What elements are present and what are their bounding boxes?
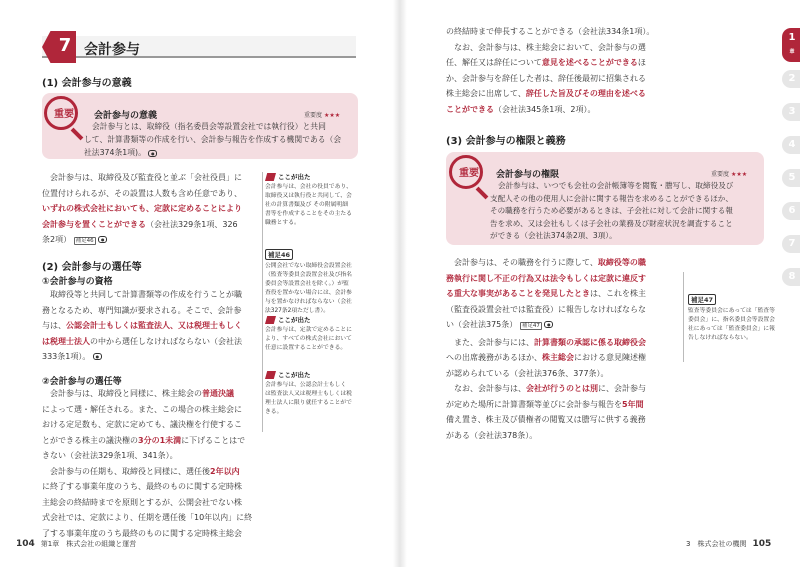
note-appeared-1: ここが出た 会計参与は、会社の役員であり、 取締役又は執行役と共同して、会 社の計算書類及び その附属明細 書等を作成することをその主たる 職務とする。 [265, 172, 365, 228]
right-page [400, 0, 800, 567]
paragraph-qualification: 取締役等と共同して計算書類等の作成を行うことが職 務となるため、専門知識が要求される。そこで、会計参 与は、公認会計士もしくは監査法人、又は税理士もしく は税理士法人の中から選任しなければならない（会社法 333条1項）。 ● [42, 290, 242, 361]
heading-election: (2) 会計参与の選任等 [42, 262, 142, 273]
note-appeared-1-line: 取締役又は執行役と共同して、会 [265, 193, 352, 199]
paragraph-duties: 会計参与は、その職務を行うに際して、取締役等の職 務執行に関し不正の行為又は法令もしくは定款に違反す る重大な事実があることを発見したときは、これを株主 （監査役設置会社では監査役）に報告しなければならな い（会社法375条） 補足47 ● また、会計参与には、計算書類の承認に係る取締役会 への出席義務があるほか、株主総会における意見陳述権 が認められている（会社法376条、377条）。 なお、会計参与は、会社が行うのとは別に、会計参与 が定めた場所に計算書類等並びに会計参与報告を5年間 備え置き、株主及び債権者の閲覧又は謄写に供する義務 がある（会社法378条）。 [446, 258, 646, 440]
note-supplement-46-line: 法327条2項ただし書）。 [265, 308, 330, 314]
dice-icon: ● [544, 321, 553, 328]
page-number-right: 105 [752, 539, 772, 549]
note-appeared-2-line: より、すべての株式会社において [265, 336, 352, 342]
dice-icon: ● [148, 150, 157, 157]
dice-icon: ● [93, 353, 102, 360]
note-supplement-46-line: 査役を置かない場合には、会計参 [265, 290, 352, 296]
importance-level: 重要度 ★★★ [304, 112, 341, 119]
heading-qualification: ①会計参与の資格 [42, 277, 113, 287]
chapter-tab-4[interactable]: 4 [782, 136, 800, 154]
section-footer-title: 3 株式会社の機関 [686, 540, 747, 548]
chapter-tab-5[interactable]: 5 [782, 169, 800, 187]
note-supplement-47-line: 委員会」に、指名委員会等設置会 [688, 317, 775, 323]
importance-level: 重要度 ★★★ [711, 171, 748, 178]
importance-stars: ★★★ [323, 112, 341, 119]
note-appeared-3-line: 理士法人に限り就任することがで [265, 400, 352, 406]
important-badge: 重要 [459, 168, 479, 179]
side-divider-right [683, 272, 684, 362]
chapter-tab-2[interactable]: 2 [782, 70, 800, 88]
note-appeared-2-line: 任意に設置することができる。 [265, 345, 347, 351]
note-appeared-1-line: 社の計算書類及び その附属明細 [265, 202, 348, 208]
note-appeared-1-line: 会計参与は、会社の役員であり、 [265, 184, 352, 190]
note-appeared-1-line: 書等を作成することをその主たる [265, 211, 352, 217]
section-title: 会計参与 [84, 42, 140, 58]
note-appeared-3-line: は監査法人又は税理士もしくは税 [265, 391, 352, 397]
note-supplement-46-line: 公開会社でない取締役会設置会社 [265, 263, 352, 269]
importance-stars: ★★★ [730, 171, 748, 178]
important-body-meaning: 会計参与とは、取締役（指名委員会等設置会社では執行役）と共同 して、計算書類等の作成を行い、会計参与報告を作成する機関である（会 社法374条1項)。 ● [84, 122, 342, 157]
paragraph-term-continued: の終結時まで伸長することができる（会社法334条1項）。 なお、会計参与は、株主総会において、会計参与の選 任、解任又は辞任について意見を述べることができるほ か、会計参与を辞任した者は、辞任後最初に招集される 株主総会に出席して、辞任した旨及びその理由を述べる ことができる（会社法345条1項、2項）。 [446, 27, 655, 114]
page-number-left: 104 [16, 539, 35, 549]
appeared-icon [265, 316, 276, 324]
chapter-title: 第1章 株式会社の組織と運営 [40, 540, 137, 548]
ref-supplement-47: 補足47 [521, 323, 540, 329]
important-badge: 重要 [54, 109, 74, 120]
chapter-tab-7[interactable]: 7 [782, 235, 800, 253]
appeared-icon [265, 371, 276, 379]
note-supplement-47: 補足47 監査等委員会にあっては「監査等 委員会」に、指名委員会等設置会 社にあっては「監査委員会」に報 告しなければならない。 [688, 296, 775, 341]
note-appeared-3-line: 会計参与は、公認会計士もしく [265, 382, 347, 388]
chapter-tab-1[interactable]: 1 章 [782, 28, 800, 62]
important-title: 会計参与の意義 [94, 111, 158, 121]
ref-supplement-46: 補足46 [75, 238, 94, 244]
dice-icon: ● [98, 236, 107, 243]
note-supplement-46-line: 与を置かなければならない（会社 [265, 299, 352, 305]
chapter-tab-8[interactable]: 8 [782, 268, 800, 286]
paragraph-election: 会計参与は、取締役と同様に、株主総会の普通決議 によって選・解任される。また、この場合の株主総会に おける定足数も、定款に定めても、議決権を行使するこ とができる株主の議決権の3分の1未満に下げることはで きない（会社法329条1項、341条）。 会計参与の任期も、取締役と同様に、選任後2年以内 に終了する事業年度のうち、最終のものに関する定時株 主総会の終結時までを原則とするが、公開会社でない株 式会社では、定款により、任期を選任後「10年以内」に終 了する事業年度のうち最終のものに関する定時株主総会 [42, 389, 253, 538]
important-title: 会計参与の権限 [496, 170, 560, 180]
note-appeared-2: ここが出た 会計参与は、定款で定めることに より、すべての株式会社において 任意に設置することができる。 [265, 315, 365, 353]
note-supplement-46-line: （監査等委員会設置会社及び指名 [265, 272, 352, 278]
heading-meaning: (1) 会計参与の意義 [42, 78, 132, 89]
heading-election-2: ②会計参与の選任等 [42, 377, 122, 387]
note-supplement-47-line: 告しなければならない。 [688, 335, 752, 341]
paragraph-meaning: 会計参与は、取締役及び監査役と並ぶ「会社役員」に 位置付けられるが、その設置は人数も含め任意であり、 いずれの株式会社においても、定款に定めることにより 会計参与を置くことができる（会社法329条1項、326 条2項） 補足46 ● [42, 173, 242, 244]
footer-right [686, 539, 771, 549]
heading-authority: (3) 会計参与の権限と義務 [446, 136, 566, 147]
note-supplement-46: 補足46 公開会社でない取締役会設置会社 （監査等委員会設置会社及び指名 委員会等設置会社を除く。）が監 査役を置かない場合には、会計参 与を置かなければならない（会社 法327条2項ただし書）。 [265, 242, 365, 316]
note-appeared-2-line: 会計参与は、定款で定めることに [265, 327, 352, 333]
note-appeared-3: ここが出た 会計参与は、公認会計士もしく は監査法人又は税理士もしくは税 理士法人に限り就任することがで きる。 [265, 370, 365, 417]
section-number: 7 [58, 35, 72, 56]
note-supplement-46-line: 委員会等設置会社を除く。）が監 [265, 281, 349, 287]
side-notes [265, 172, 365, 432]
chapter-tab-3[interactable]: 3 [782, 103, 800, 121]
note-supplement-47-line: 監査等委員会にあっては「監査等 [688, 308, 775, 314]
section-header [42, 31, 356, 63]
note-supplement-47-line: 社にあっては「監査委員会」に報 [688, 326, 775, 332]
note-appeared-3-line: きる。 [265, 409, 283, 415]
note-appeared-1-line: 職務とする。 [265, 220, 300, 226]
chapter-tab-6[interactable]: 6 [782, 202, 800, 220]
important-body-authority: 会計参与は、いつでも会社の会計帳簿等を閲覧・謄写し、取締役及び 支配人その他の使用人に会計に関する報告を求めることができるほか、 その職務を行うため必要があるときは、子会社に対して会計に関する報 告を求め、又は会社もしくは子会社の業務及び財産状況を調査すること ができる（会社法374条2項、3項）。 [490, 181, 734, 240]
side-divider [262, 172, 263, 432]
footer-left [16, 539, 136, 549]
appeared-icon [265, 173, 276, 181]
